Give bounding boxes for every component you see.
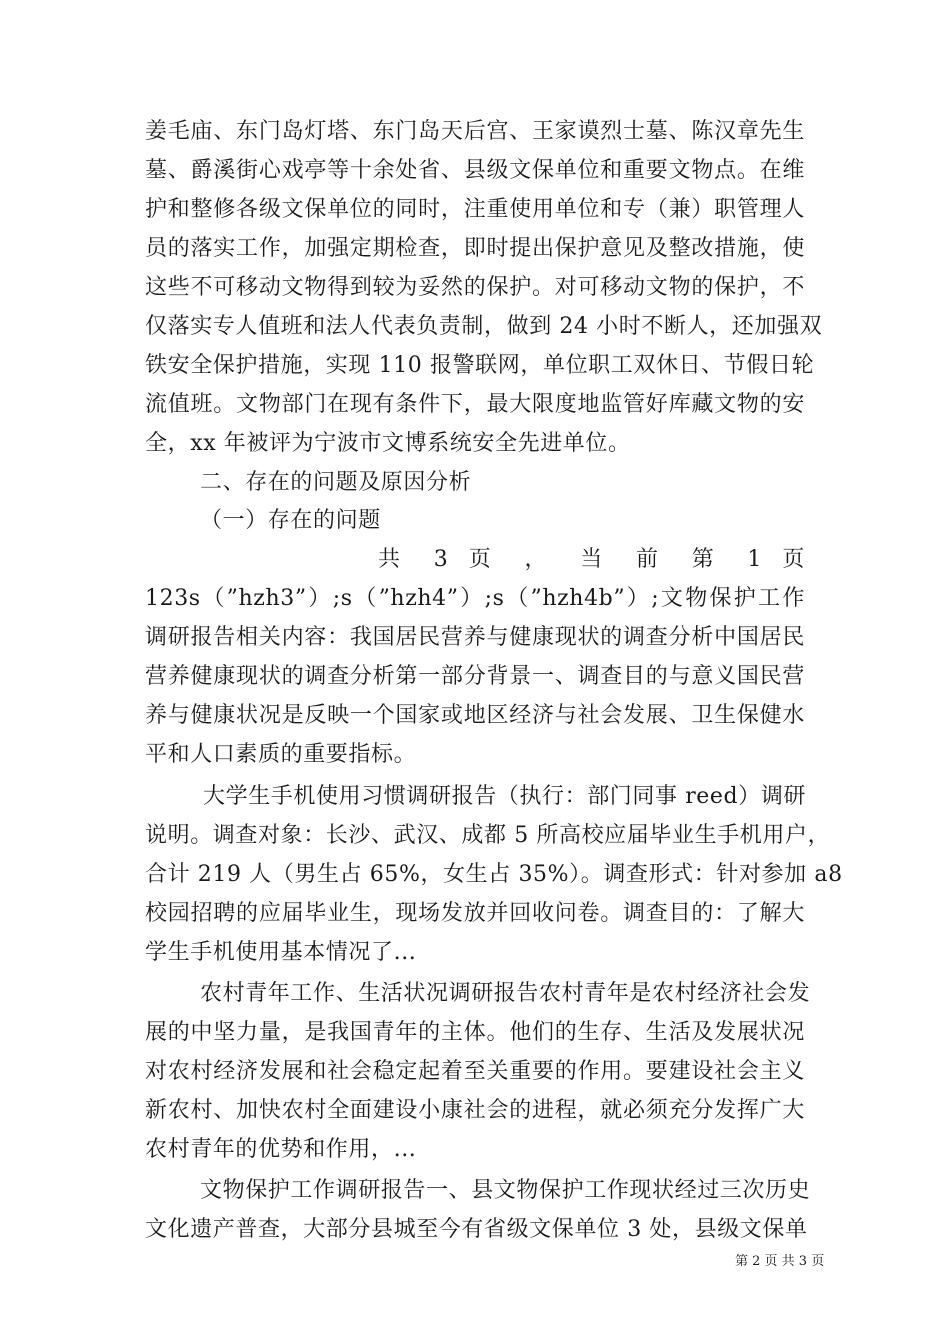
text-line: 文物保护工作调研报告一、县文物保护工作现状经过三次历史 bbox=[200, 1178, 811, 1203]
section-heading: 二、存在的问题及原因分析 bbox=[200, 470, 472, 495]
text-line: 铁安全保护措施，实现 110 报警联网，单位职工双休日、节假日轮 bbox=[145, 353, 815, 378]
page-counter-line: 共 3 页 ， 当 前 第 1 页 bbox=[378, 547, 805, 572]
text-line: 护和整修各级文保单位的同时，注重使用单位和专（兼）职管理人 bbox=[145, 197, 805, 222]
text-line: 流值班。文物部门在现有条件下，最大限度地监管好库藏文物的安 bbox=[145, 392, 805, 417]
page-footer: 第 2 页 共 3 页 bbox=[735, 1254, 825, 1269]
text-line: 全，xx 年被评为宁波市文博系统安全先进单位。 bbox=[145, 431, 631, 456]
text-line: 墓、爵溪街心戏亭等十余处省、县级文保单位和重要文物点。在维 bbox=[145, 158, 805, 183]
text-line: 养与健康状况是反映一个国家或地区经济与社会发展、卫生保健水 bbox=[145, 703, 805, 728]
text-line: 对农村经济发展和社会稳定起着至关重要的作用。要建设社会主义 bbox=[145, 1059, 805, 1084]
text-line: 平和人口素质的重要指标。 bbox=[145, 742, 417, 767]
text-line: 这些不可移动文物得到较为妥然的保护。对可移动文物的保护，不 bbox=[145, 275, 805, 300]
subsection-heading: （一）存在的问题 bbox=[200, 508, 381, 533]
text-line: 校园招聘的应届毕业生，现场发放并回收问卷。调查目的：了解大 bbox=[145, 901, 805, 926]
text-line: 说明。调查对象：长沙、武汉、成都 5 所高校应届毕业生手机用户， bbox=[145, 823, 831, 848]
text-line: 学生手机使用基本情况了... bbox=[145, 940, 417, 965]
text-line: 展的中坚力量，是我国青年的主体。他们的生存、生活及发展状况 bbox=[145, 1020, 805, 1045]
text-line: 调研报告相关内容：我国居民营养与健康现状的调查分析中国居民 bbox=[145, 625, 805, 650]
text-line: 合计 219 人（男生占 65%，女生占 35%）。调查形式：针对参加 a8 bbox=[145, 862, 843, 887]
text-line: 新农村、加快农村全面建设小康社会的进程，就必须充分发挥广大 bbox=[145, 1098, 805, 1123]
text-line: 123s（”hzh3”）;s（”hzh4”）;s（”hzh4b”）;文物保护工作 bbox=[145, 586, 805, 611]
text-line: 农村青年工作、生活状况调研报告农村青年是农村经济社会发 bbox=[200, 981, 811, 1006]
text-line: 仅落实专人值班和法人代表负责制，做到 24 小时不断人，还加强双 bbox=[145, 314, 823, 339]
text-line: 营养健康现状的调查分析第一部分背景一、调查目的与意义国民营 bbox=[145, 664, 805, 689]
text-line: 文化遗产普查，大部分县城至今有省级文保单位 3 处，县级文保单 bbox=[145, 1217, 808, 1242]
text-line: 员的落实工作，加强定期检查，即时提出保护意见及整改措施，使 bbox=[145, 236, 805, 261]
text-line: 姜毛庙、东门岛灯塔、东门岛天后宫、王家谟烈士墓、陈汉章先生 bbox=[145, 119, 805, 144]
text-line: 农村青年的优势和作用，... bbox=[145, 1137, 417, 1162]
text-line: 大学生手机使用习惯调研报告（执行：部门同事 reed）调研 bbox=[203, 784, 807, 809]
